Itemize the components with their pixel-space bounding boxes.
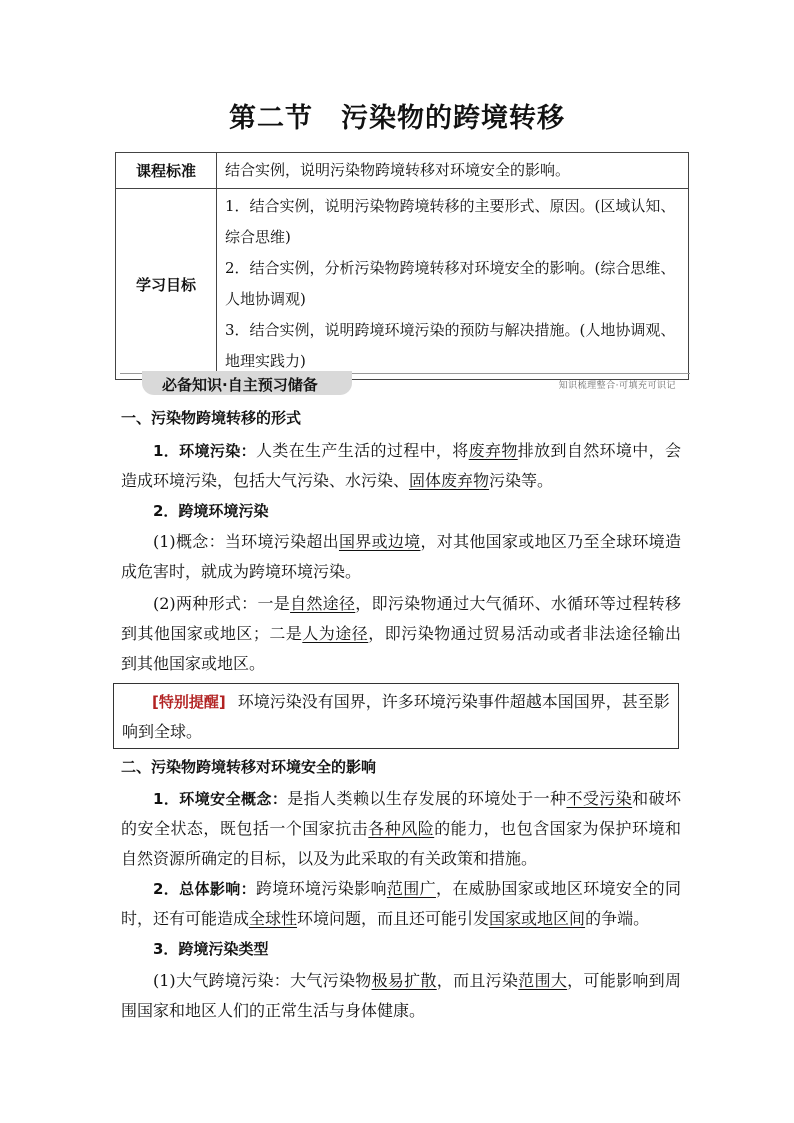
section1-paragraph-concept <box>121 527 681 587</box>
text-span: 的争端。 <box>585 909 650 928</box>
text-span: 的能力，也包含国家为保护环境和自然资源所确定的目标，以及为此采取的有关政策和措施。 <box>121 819 681 868</box>
text-span: 环境问题，而且还可能引发 <box>297 909 490 928</box>
learning-goals-label: 学习目标 <box>116 189 217 380</box>
section1-subheading: 2．跨境环境污染 <box>153 502 269 520</box>
tip-text: 环境污染没有国界，许多环境污染事件超越本国国界，甚至影响到全球。 <box>122 692 670 741</box>
section2-heading: 二、污染物跨境转移对环境安全的影响 <box>121 758 377 776</box>
banner-title: 必备知识·自主预习储备 <box>162 376 318 394</box>
text-span: 是指人类赖以生存发展的环境处于一种 <box>287 789 567 808</box>
text-span: ，而且污染 <box>436 971 519 990</box>
learning-goal-item: 2．结合实例，分析污染物跨境转移对环境安全的影响。(综合思维、人地协调观) <box>225 259 676 308</box>
text-span: 排放到自然环境中，会造成环境污染，包括大气污染、水污染、 <box>121 441 681 490</box>
term-lead: 1．环境安全概念： <box>153 790 288 808</box>
text-span: (1)概念：当环境污染超出 <box>153 532 339 551</box>
key-term: 范围广 <box>386 879 436 898</box>
section-banner <box>120 371 690 397</box>
learning-goal-item: 1．结合实例，说明污染物跨境转移的主要形式、原因。(区域认知、综合思维) <box>225 197 676 246</box>
tip-label: [特别提醒] <box>152 693 226 711</box>
text-span: (1)大气跨境污染：大气污染物 <box>153 971 372 990</box>
text-span: 和破坏的安全状态，既包括一个国家抗击 <box>121 789 681 838</box>
text-span: 跨境环境污染影响 <box>255 879 387 898</box>
term-lead: 2．总体影响： <box>153 880 256 898</box>
section1-heading: 一、污染物跨境转移的形式 <box>121 409 302 427</box>
key-term: 范围大 <box>518 971 568 990</box>
key-term: 全球性 <box>249 909 298 928</box>
text-span: ，可能影响到周围国家和地区人们的正常生活与身体健康。 <box>121 971 681 1020</box>
key-term: 国界或边境 <box>338 532 421 551</box>
key-term: 不受污染 <box>566 789 633 808</box>
key-term: 极易扩散 <box>371 971 437 990</box>
curriculum-standard-label: 课程标准 <box>116 153 217 189</box>
key-term: 各种风险 <box>368 819 435 838</box>
section1-paragraph-1 <box>121 436 681 496</box>
text-span: (2)两种形式：一是 <box>153 594 291 613</box>
section2-paragraph-2 <box>121 874 681 934</box>
learning-goal-item: 3．结合实例，说明跨境环境污染的预防与解决措施。(人地协调观、地理实践力) <box>225 321 676 370</box>
page-title: 第二节 污染物的跨境转移 <box>229 103 565 134</box>
key-term: 国家或地区间 <box>489 909 586 928</box>
curriculum-table <box>115 152 689 380</box>
section2-paragraph-air <box>121 966 681 1026</box>
text-span: ，对其他国家或地区乃至全球环境造成危害时，就成为跨境环境污染。 <box>121 532 681 581</box>
text-span: 污染等。 <box>489 471 554 490</box>
table-row <box>116 189 689 380</box>
special-tip-box <box>113 683 679 749</box>
text-span: ，即污染物通过贸易活动或者非法途径输出到其他国家或地区。 <box>121 624 681 673</box>
banner-subtitle: 知识梳理整合·可填充可识记 <box>558 381 676 391</box>
text-span: 人类在生产生活的过程中，将 <box>255 441 469 460</box>
section1-paragraph-forms <box>121 589 681 679</box>
section2-paragraph-1 <box>121 784 681 874</box>
key-term: 固体废弃物 <box>409 471 490 490</box>
key-term: 自然途径 <box>290 594 356 613</box>
curriculum-standard-value: 结合实例，说明污染物跨境转移对环境安全的影响。 <box>217 153 689 189</box>
learning-goals-value <box>217 189 689 380</box>
key-term: 废弃物 <box>468 441 518 460</box>
table-row <box>116 153 689 189</box>
key-term: 人为途径 <box>302 624 369 643</box>
text-span: ，即污染物通过大气循环、水循环等过程转移到其他国家或地区；二是 <box>121 594 681 643</box>
section2-subheading: 3．跨境污染类型 <box>153 940 269 958</box>
term-lead: 1．环境污染： <box>153 442 256 460</box>
text-span: ，在威胁国家或地区环境安全的同时，还有可能造成 <box>121 879 681 928</box>
